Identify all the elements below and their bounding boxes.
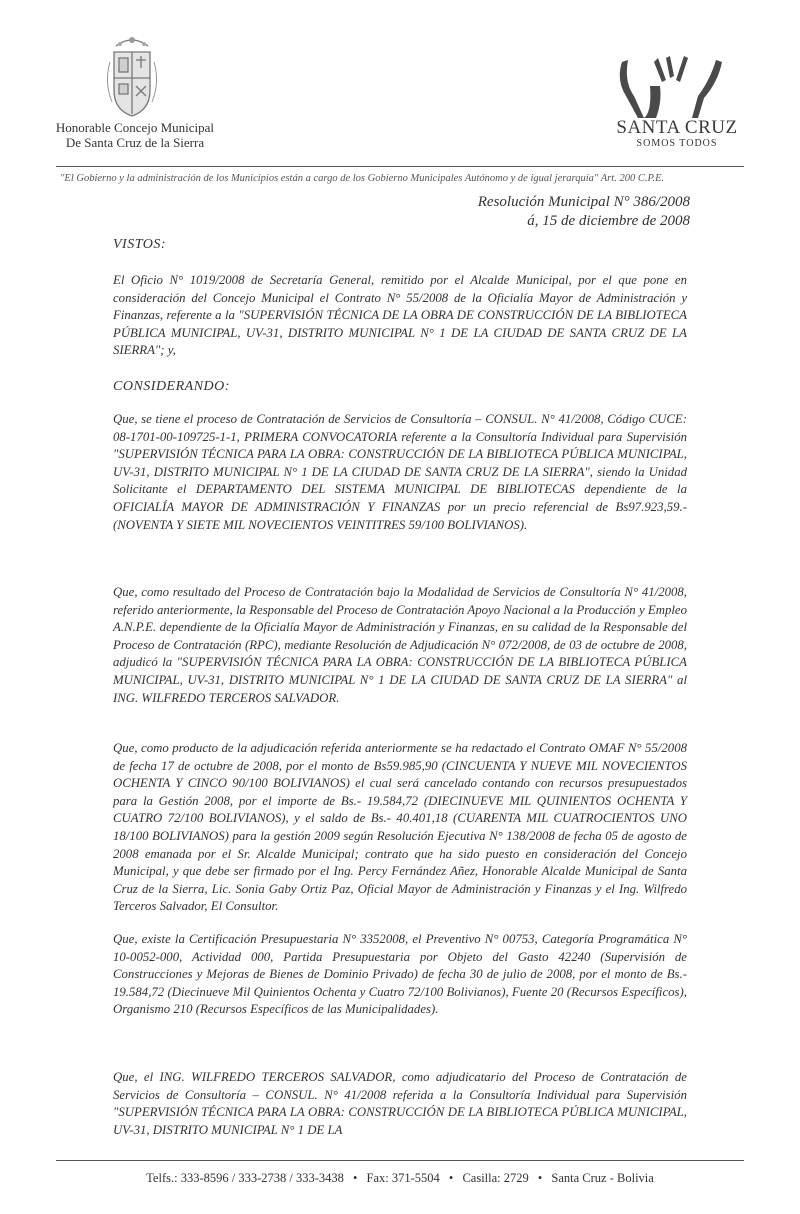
organization-name-line1: Honorable Concejo Municipal (55, 120, 215, 135)
coat-of-arms-icon (102, 32, 162, 122)
footer-separator: • (448, 1171, 454, 1185)
paragraph-considerando-3: Que, como producto de la adjudicación referida anteriormente se ha redactado el Contrato OMAF N° 55/2008 de fecha 17 de octubre de 2008, por el monto de Bs59.985,90 (CINCUENTA Y NUEVE MIL NOVECIENTOS OCHENTA Y CINCO 90/100 BOLIVIANOS) el cual será cancelado contando con recursos presupuestados para la Gestión 2008, por el importe de Bs.- 19.584,72 (DIECINUEVE MIL QUINIENTOS OCHENTA Y CUATRO 72/100 BOLIVIANOS), y el saldo de Bs.- 40.401,18 (CUARENTA MIL CUATROCIENTOS UNO 18/100 BOLIVIANOS) para la gestión 2009 según Resolución Ejecutiva N° 138/2008 de fecha 05 de agosto de 2008 emanada por el Sr. Alcalde Municipal; contrato que ha sido puesto en consideración del Concejo Municipal, y que debe ser firmado por el Ing. Percy Fernández Añez, Honorable Alcalde Municipal de Santa Cruz de la Sierra, Lic. Sonia Gaby Ortiz Paz, Oficial Mayor de Administración y Finanzas y el Ing. Wilfredo Terceros Salvador, El Consultor. (113, 741, 687, 914)
footer-divider (56, 1160, 744, 1161)
resolution-date: á, 15 de diciembre de 2008 (527, 213, 690, 229)
footer-contact (60, 1171, 740, 1186)
constitution-motto: "El Gobierno y la administración de los Municipios están a cargo de los Gobierno Municipales Autónomo y de igual jerarquía" Art. 200 C.P.E. (60, 173, 665, 184)
footer-separator: • (537, 1171, 543, 1185)
organization-name-line2: De Santa Cruz de la Sierra (65, 135, 205, 150)
resolution-title: Resolución Municipal N° 386/2008 (477, 194, 690, 210)
footer-phones: Telfs.: 333-8596 / 333-2738 / 333-3438 (146, 1171, 344, 1185)
logo-subtitle: SOMOS TODOS (636, 138, 718, 149)
paragraph-considerando-1: Que, se tiene el proceso de Contratación de Servicios de Consultoría – CONSUL. N° 41/2008, Código CUCE: 08-1701-00-109725-1-1, PRIMERA CONVOCATORIA referente a la Consultoría Individual para Supervisión "SUPERVISIÓN TÉCNICA PARA LA OBRA: CONSTRUCCIÓN DE LA BIBLIOTECA PÚBLICA MUNICIPAL, UV-31, DISTRITO MUNICIPAL N° 1 DE LA CIUDAD DE SANTA CRUZ DE LA SIERRA", siendo la Unidad Solicitante el DEPARTAMENTO DEL SISTEMA MUNICIPAL DE BIBLIOTECAS dependiente de la OFICIALÍA MAYOR DE ADMINISTRACIÓN Y FINANZAS por un precio referencial de Bs97.923,59.- (NOVENTA Y SIETE MIL NOVECIENTOS VEINTITRES 59/100 BOLIVIANOS). (113, 412, 687, 532)
footer-separator: • (353, 1171, 358, 1185)
paragraph-considerando-4: Que, existe la Certificación Presupuestaria N° 3352008, el Preventivo N° 00753, Categoría Programática N° 10-0052-000, Actividad 000, Partida Presupuestaria por Objeto del Gasto 42240 (Supervisión de Construcciones y Mejoras de Bienes de Dominio Privado) de fecha 30 de julio de 2008, por el monto de Bs.- 19.584,72 (Diecinueve Mil Quinientos Ochenta y Cuatro 72/100 Bolivianos), Fuente 20 (Recursos Específicos), Organismo 210 (Recursos Específicos de las Municipalidades). (113, 932, 687, 1017)
logo-title: SANTA CRUZ (616, 117, 738, 138)
organization-name (40, 120, 230, 150)
section-heading-vistos: VISTOS: (113, 237, 167, 252)
paragraph-considerando-2: Que, como resultado del Proceso de Contratación bajo la Modalidad de Servicios de Consultoría N° 41/2008, referido anteriormente, la Responsable del Proceso de Contratación Apoyo Nacional a la Producción y Empleo A.N.P.E. dependiente de la Oficialía Mayor de Administración y Finanzas, en su calidad de la Responsable del Proceso de Contratación (RPC), mediante Resolución de Adjudicación N° 072/2008, de 03 de octubre de 2008, adjudicó la "SUPERVISIÓN TÉCNICA PARA LA OBRA: CONSTRUCCIÓN DE LA BIBLIOTECA PÚBLICA MUNICIPAL, UV-31, DISTRITO MUNICIPAL N° 1 DE LA CIUDAD DE SANTA CRUZ DE LA SIERRA" al ING. WILFREDO TERCEROS SALVADOR. (113, 585, 687, 705)
footer-casilla: Casilla: 2729 (462, 1171, 529, 1185)
header-divider (56, 166, 744, 167)
paragraph-considerando-5: Que, el ING. WILFREDO TERCEROS SALVADOR, como adjudicatario del Proceso de Contratación de Servicios de Consultoría – CONSUL. N° 41/2008 referida a la Consultoría Individual para Supervisión "SUPERVISIÓN TÉCNICA PARA LA OBRA: CONSTRUCCIÓN DE LA BIBLIOTECA PÚBLICA MUNICIPAL, UV-31, DISTRITO MUNICIPAL N° 1 DE LA (113, 1070, 687, 1137)
section-heading-considerando: CONSIDERANDO: (113, 379, 230, 394)
paragraph-vistos: El Oficio N° 1019/2008 de Secretaría General, remitido por el Alcalde Municipal, por el que pone en consideración del Concejo Municipal el Contrato N° 55/2008 de la Oficialía Mayor de Administración y Finanzas, referente a la "SUPERVISIÓN TÉCNICA DE LA OBRA DE CONSTRUCCIÓN DE LA BIBLIOTECA PÚBLICA MUNICIPAL, UV-31, DISTRITO MUNICIPAL N° 1 DE LA CIUDAD DE SANTA CRUZ DE LA SIERRA"; y, (113, 273, 687, 358)
footer-fax: Fax: 371-5504 (366, 1171, 440, 1185)
footer-city: Santa Cruz - Bolivia (551, 1171, 654, 1185)
